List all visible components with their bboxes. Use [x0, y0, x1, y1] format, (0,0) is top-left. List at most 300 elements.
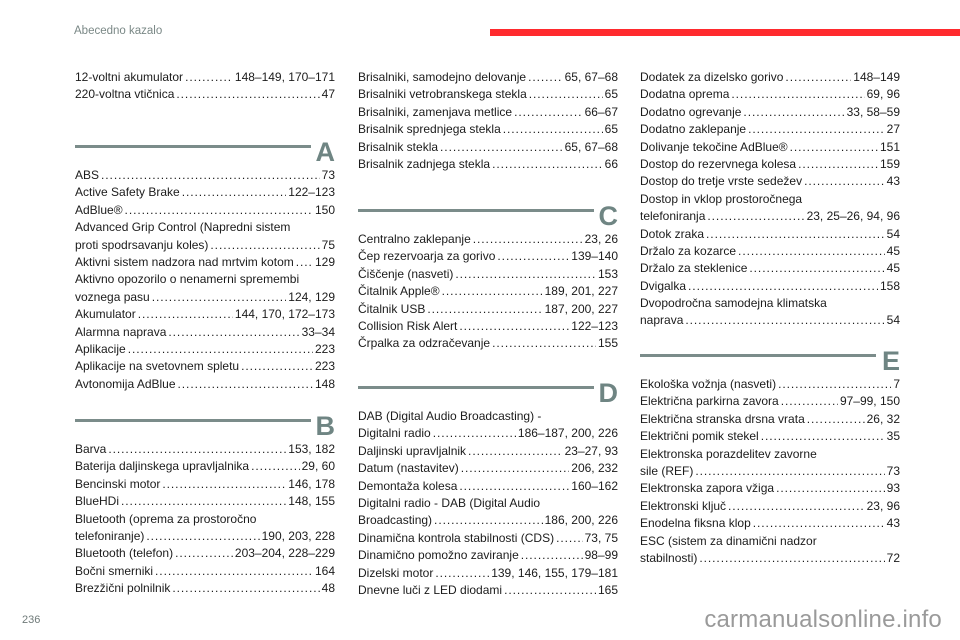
- entry-text: Dvigalka: [640, 278, 687, 293]
- entry-text: Dinamična kontrola stabilnosti (CDS): [358, 530, 555, 545]
- entry-text: ABS: [75, 168, 100, 182]
- index-entry: [358, 335, 618, 352]
- index-section: [640, 69, 900, 330]
- dot-leader: [185, 69, 233, 86]
- entry-text: Centralno zaklepanje: [358, 232, 471, 246]
- entry-pages[interactable]: 165: [597, 582, 618, 597]
- entry-text: Dostop in vklop prostoročnega: [640, 191, 803, 206]
- index-entry: [640, 550, 900, 567]
- index-entry: [358, 231, 618, 248]
- index-entry: [358, 104, 618, 121]
- entry-text: Brisalnik sprednjega stekla: [358, 122, 501, 137]
- index-entry: [75, 254, 335, 271]
- entry-text: telefoniranja: [640, 209, 706, 224]
- index-entry: [75, 511, 335, 528]
- index-entry: [358, 318, 618, 335]
- dot-leader: [108, 441, 286, 458]
- entry-pages[interactable]: 65: [604, 87, 618, 102]
- dot-leader: [699, 550, 884, 567]
- entry-text: Avtonomija AdBlue: [75, 376, 176, 391]
- index-entry: [640, 480, 900, 497]
- entry-pages[interactable]: 124, 129: [288, 289, 335, 304]
- dot-leader: [514, 104, 583, 121]
- index-section-b: [75, 411, 335, 598]
- index-entry: [75, 358, 335, 375]
- dot-leader: [178, 376, 313, 393]
- entry-pages[interactable]: 153: [597, 266, 618, 281]
- index-entry: [358, 283, 618, 300]
- entry-text: telefoniranje): [75, 528, 145, 543]
- index-entry: [358, 156, 618, 173]
- entry-pages[interactable]: 129: [314, 254, 335, 269]
- entry-pages[interactable]: 150: [314, 202, 335, 217]
- entry-pages[interactable]: 189, 201, 227: [544, 284, 618, 299]
- dot-leader: [528, 69, 563, 86]
- index-entry: [358, 582, 618, 599]
- entry-pages[interactable]: 223: [314, 359, 335, 374]
- dot-leader: [146, 528, 259, 545]
- dot-leader: [556, 530, 583, 547]
- dot-leader: [781, 393, 838, 410]
- index-entry: [640, 515, 900, 532]
- entry-pages[interactable]: 29, 60: [301, 459, 335, 474]
- dot-leader: [521, 547, 583, 564]
- entry-pages[interactable]: 223: [314, 341, 335, 356]
- index-entry: [358, 512, 618, 529]
- entry-pages[interactable]: 139, 146, 155, 179–181: [491, 565, 618, 580]
- index-entry: [75, 219, 335, 236]
- entry-pages[interactable]: 190, 203, 228: [261, 528, 335, 543]
- entry-text: sile (REF): [640, 463, 694, 478]
- dot-leader: [155, 563, 313, 580]
- dot-leader: [168, 324, 299, 341]
- entry-pages[interactable]: 48: [321, 581, 335, 596]
- index-entry: [640, 173, 900, 190]
- index-entry: [75, 69, 335, 86]
- dot-leader: [738, 243, 885, 260]
- entry-text: Električna parkirna zavora: [640, 394, 779, 409]
- index-entry: [640, 208, 900, 225]
- header-accent-bar: [490, 29, 960, 36]
- entry-pages[interactable]: 69, 96: [866, 87, 900, 102]
- index-entry: [358, 301, 618, 318]
- dot-leader: [749, 260, 884, 277]
- entry-pages[interactable]: 45: [886, 243, 900, 258]
- dot-leader: [172, 580, 319, 597]
- index-entry: [358, 408, 618, 425]
- index-entry: [75, 476, 335, 493]
- entry-pages[interactable]: 73: [886, 463, 900, 478]
- index-entry: [75, 376, 335, 393]
- index-entry: [75, 271, 335, 288]
- entry-text: Enodelna fiksna klop: [640, 516, 751, 531]
- page-number: 236: [22, 614, 41, 626]
- entry-pages[interactable]: 27: [886, 122, 900, 137]
- section-letter: D: [598, 378, 618, 408]
- index-entry: [75, 545, 335, 562]
- entry-text: Držalo za kozarce: [640, 243, 737, 258]
- index-entry: [358, 86, 618, 103]
- entry-pages[interactable]: 73: [321, 168, 335, 182]
- index-entry: [75, 341, 335, 358]
- entry-text: Dizelski motor: [358, 565, 434, 580]
- index-entry: [75, 441, 335, 458]
- entry-text: stabilnosti): [640, 550, 698, 565]
- dot-leader: [440, 139, 563, 156]
- dot-leader: [688, 278, 878, 295]
- dot-leader: [743, 104, 844, 121]
- entry-pages[interactable]: 148–149: [853, 70, 900, 84]
- entry-text: Bluetooth (telefon): [75, 546, 174, 561]
- entry-pages[interactable]: 23, 25–26, 94, 96: [806, 209, 900, 224]
- entry-text: Brisalnik zadnjega stekla: [358, 156, 491, 171]
- index-entry: [75, 324, 335, 341]
- index-entry: [640, 312, 900, 329]
- index-section-d: [358, 378, 618, 599]
- dot-leader: [251, 458, 300, 475]
- index-entry: [358, 565, 618, 582]
- entry-pages[interactable]: 23, 26: [584, 232, 618, 246]
- index-entry: [640, 428, 900, 445]
- entry-text: Baterija daljinskega upravljalnika: [75, 459, 250, 474]
- entry-pages[interactable]: 65, 67–68: [564, 70, 618, 84]
- entry-text: Active Safety Brake: [75, 185, 180, 200]
- entry-text: Elektronska zapora vžiga: [640, 481, 775, 496]
- dot-leader: [695, 463, 884, 480]
- index-entry: [640, 533, 900, 550]
- entry-pages[interactable]: 122–123: [571, 318, 618, 333]
- section-header: [358, 201, 618, 231]
- entry-text: Alarmna naprava: [75, 324, 167, 339]
- dot-leader: [459, 318, 569, 335]
- dot-leader: [785, 69, 851, 86]
- dot-leader: [504, 582, 596, 599]
- dot-leader: [433, 425, 516, 442]
- dot-leader: [685, 312, 884, 329]
- entry-text: AdBlue®: [75, 202, 123, 217]
- entry-text: Držalo za steklenice: [640, 261, 748, 276]
- index-entry: [75, 86, 335, 103]
- entry-pages[interactable]: 66: [604, 156, 618, 171]
- entry-text: Dostop do rezervnega kolesa: [640, 156, 797, 171]
- index-entry: [640, 463, 900, 480]
- dot-leader: [473, 231, 583, 248]
- dot-leader: [182, 184, 287, 201]
- entry-text: Bočni smerniki: [75, 563, 154, 578]
- dot-leader: [753, 515, 885, 532]
- index-entry: [640, 446, 900, 463]
- index-section-a: [75, 137, 335, 393]
- entry-pages[interactable]: 45: [886, 261, 900, 276]
- entry-text: DAB (Digital Audio Broadcasting) -: [358, 409, 542, 423]
- dot-leader: [807, 411, 865, 428]
- index-entry: [75, 289, 335, 306]
- index-entry: [358, 139, 618, 156]
- entry-pages[interactable]: 7: [893, 377, 900, 391]
- dot-leader: [210, 237, 319, 254]
- entry-pages[interactable]: 97–99, 150: [839, 394, 900, 409]
- entry-pages[interactable]: 43: [886, 174, 900, 189]
- section-header: [358, 378, 618, 408]
- entry-text: Barva: [75, 442, 107, 456]
- entry-text: proti spodrsavanju koles): [75, 237, 209, 252]
- entry-pages[interactable]: 65, 67–68: [564, 139, 618, 154]
- entry-text: Digitalni radio: [358, 426, 431, 441]
- entry-text: Brisalniki vetrobranskega stekla: [358, 87, 527, 102]
- section-divider: [640, 354, 876, 357]
- index-entry: [75, 184, 335, 201]
- entry-pages[interactable]: 155: [597, 336, 618, 351]
- entry-text: Brezžični polnilnik: [75, 581, 171, 596]
- entry-text: Aktivno opozorilo o nenamerni spremembi: [75, 272, 300, 287]
- dot-leader: [121, 493, 286, 510]
- dot-leader: [128, 341, 313, 358]
- entry-pages[interactable]: 139–140: [571, 249, 618, 264]
- entry-pages[interactable]: 65: [604, 122, 618, 137]
- index-entry: [640, 226, 900, 243]
- entry-pages[interactable]: 160–162: [571, 478, 618, 493]
- entry-pages[interactable]: 153, 182: [288, 442, 335, 456]
- entry-text: naprava: [640, 313, 684, 328]
- entry-pages[interactable]: 54: [886, 313, 900, 328]
- dot-leader: [435, 565, 489, 582]
- entry-text: Collision Risk Alert: [358, 318, 458, 333]
- entry-text: Dodatno zaklepanje: [640, 122, 747, 137]
- section-header: [640, 346, 900, 376]
- dot-leader: [492, 335, 596, 352]
- entry-text: Dostop do tretje vrste sedežev: [640, 174, 803, 189]
- section-letter: C: [598, 201, 618, 231]
- entry-pages[interactable]: 186, 200, 226: [544, 513, 618, 528]
- index-entry: [358, 425, 618, 442]
- entry-text: BlueHDi: [75, 494, 120, 509]
- entry-text: Aktivni sistem nadzora nad mrtvim kotom: [75, 254, 294, 269]
- index-entry: [640, 104, 900, 121]
- section-header: [75, 137, 335, 167]
- dot-leader: [455, 266, 596, 283]
- entry-text: Brisalnik stekla: [358, 139, 439, 154]
- entry-pages[interactable]: 144, 170, 172–173: [234, 307, 335, 322]
- entry-pages[interactable]: 54: [886, 226, 900, 241]
- dot-leader: [442, 283, 543, 300]
- entry-text: Dodatna oprema: [640, 87, 730, 102]
- index-entry: [75, 306, 335, 323]
- index-entry: [358, 530, 618, 547]
- entry-text: Advanced Grip Control (Napredni sistem: [75, 220, 291, 235]
- entry-pages[interactable]: 206, 232: [571, 461, 618, 476]
- index-entry: [640, 86, 900, 103]
- dot-leader: [748, 121, 885, 138]
- entry-text: Daljinski upravljalnik: [358, 443, 467, 458]
- index-entry: [75, 458, 335, 475]
- entry-pages[interactable]: 93: [886, 481, 900, 496]
- dot-leader: [707, 208, 804, 225]
- entry-pages[interactable]: 73, 75: [584, 530, 618, 545]
- entry-text: Električna stranska drsna vrata: [640, 411, 805, 426]
- index-section: [75, 69, 335, 104]
- dot-leader: [125, 202, 313, 219]
- section-divider: [75, 419, 311, 422]
- dot-leader: [162, 476, 286, 493]
- entry-pages[interactable]: 148–149, 170–171: [234, 70, 335, 84]
- dot-leader: [138, 306, 233, 323]
- dot-leader: [492, 156, 603, 173]
- dot-leader: [101, 167, 320, 184]
- entry-text: Aplikacije na svetovnem spletu: [75, 359, 240, 374]
- section-divider: [358, 209, 594, 212]
- index-entry: [640, 191, 900, 208]
- index-entry: [358, 478, 618, 495]
- section-letter: E: [881, 346, 900, 376]
- entry-pages[interactable]: 75: [321, 237, 335, 252]
- index-entry: [358, 495, 618, 512]
- section-letter: A: [315, 137, 335, 167]
- index-entry: [640, 376, 900, 393]
- entry-text: Bluetooth (oprema za prostoročno: [75, 511, 257, 526]
- entry-pages[interactable]: 148: [314, 376, 335, 391]
- index-entry: [358, 266, 618, 283]
- entry-pages[interactable]: 187, 200, 227: [544, 301, 618, 316]
- entry-pages[interactable]: 26, 32: [866, 411, 900, 426]
- section-letter: B: [315, 411, 335, 441]
- entry-pages[interactable]: 122–123: [288, 185, 335, 200]
- dot-leader: [427, 301, 542, 318]
- dot-leader: [529, 86, 603, 103]
- entry-text: Čitalnik Apple®: [358, 284, 440, 299]
- index-entry: [640, 69, 900, 86]
- section-header: [75, 411, 335, 441]
- section-title: Abecedno kazalo: [74, 25, 163, 37]
- entry-text: Električni pomik stekel: [640, 429, 759, 444]
- entry-text: Digitalni radio - DAB (Digital Audio: [358, 495, 541, 510]
- entry-pages[interactable]: 66–67: [584, 104, 618, 119]
- index-entry: [358, 69, 618, 86]
- entry-text: Čiščenje (nasveti): [358, 266, 454, 281]
- watermark: carmanualsonline.info: [704, 606, 942, 633]
- index-entry: [358, 121, 618, 138]
- entry-text: Demontaža kolesa: [358, 478, 458, 493]
- entry-text: voznega pasu: [75, 289, 150, 304]
- entry-pages[interactable]: 33, 58–59: [846, 104, 900, 119]
- index-entry: [640, 260, 900, 277]
- entry-text: Dolivanje tekočine AdBlue®: [640, 139, 788, 154]
- index-entry: [358, 547, 618, 564]
- index-entry: [640, 156, 900, 173]
- dot-leader: [468, 443, 563, 460]
- index-entry: [640, 139, 900, 156]
- dot-leader: [503, 121, 603, 138]
- index-entry: [75, 167, 335, 184]
- dot-leader: [152, 289, 287, 306]
- index-entry: [640, 411, 900, 428]
- dot-leader: [434, 512, 543, 529]
- index-entry: [75, 493, 335, 510]
- section-divider: [75, 145, 311, 148]
- dot-leader: [175, 545, 233, 562]
- index-entry: [358, 443, 618, 460]
- entry-text: Brisalniki, samodejno delovanje: [358, 70, 527, 84]
- index-entry: [640, 278, 900, 295]
- dot-leader: [790, 139, 878, 156]
- index-entry: [75, 580, 335, 597]
- index-entry: [640, 295, 900, 312]
- entry-text: Dotok zraka: [640, 226, 705, 241]
- index-entry: [640, 243, 900, 260]
- dot-leader: [778, 376, 891, 393]
- entry-pages[interactable]: 158: [879, 278, 900, 293]
- dot-leader: [176, 86, 319, 103]
- dot-leader: [706, 226, 885, 243]
- entry-text: 220-voltna vtičnica: [75, 87, 175, 102]
- entry-pages[interactable]: 203–204, 228–229: [234, 546, 335, 561]
- dot-leader: [731, 86, 864, 103]
- entry-text: Elektronski ključ: [640, 498, 727, 513]
- entry-pages[interactable]: 23, 96: [866, 498, 900, 513]
- section-divider: [358, 386, 594, 389]
- entry-text: Dvopodročna samodejna klimatska: [640, 296, 827, 311]
- entry-text: Dinamično pomožno zaviranje: [358, 548, 519, 563]
- entry-text: ESC (sistem za dinamični nadzor: [640, 533, 817, 548]
- dot-leader: [804, 173, 885, 190]
- index-entry: [640, 121, 900, 138]
- entry-pages[interactable]: 23–27, 93: [564, 443, 618, 458]
- index-entry: [75, 563, 335, 580]
- entry-text: Dodatek za dizelsko gorivo: [640, 70, 784, 84]
- entry-pages[interactable]: 35: [886, 429, 900, 444]
- index-entry: [75, 202, 335, 219]
- dot-leader: [761, 428, 885, 445]
- entry-text: Datum (nastavitev): [358, 461, 459, 476]
- entry-text: Dnevne luči z LED diodami: [358, 582, 503, 597]
- dot-leader: [776, 480, 885, 497]
- dot-leader: [296, 254, 313, 271]
- index-entry: [358, 460, 618, 477]
- entry-pages[interactable]: 33–34: [301, 324, 335, 339]
- dot-leader: [497, 248, 569, 265]
- entry-text: Brisalniki, zamenjava metlice: [358, 104, 513, 119]
- index-section-c: [358, 201, 618, 353]
- entry-text: Bencinski motor: [75, 476, 161, 491]
- index-entry: [75, 528, 335, 545]
- entry-pages[interactable]: 159: [879, 156, 900, 171]
- entry-text: Ekološka vožnja (nasveti): [640, 377, 777, 391]
- entry-pages[interactable]: 72: [886, 550, 900, 565]
- entry-text: Čitalnik USB: [358, 301, 426, 316]
- index-entry: [75, 237, 335, 254]
- index-section: [358, 69, 618, 173]
- entry-text: Črpalka za odzračevanje: [358, 336, 491, 351]
- entry-text: Dodatno ogrevanje: [640, 104, 742, 119]
- index-entry: [640, 393, 900, 410]
- entry-pages[interactable]: 148, 155: [288, 494, 335, 509]
- dot-leader: [798, 156, 878, 173]
- entry-text: Čep rezervoarja za gorivo: [358, 249, 496, 264]
- entry-pages[interactable]: 164: [314, 563, 335, 578]
- entry-pages[interactable]: 43: [886, 516, 900, 531]
- entry-pages[interactable]: 47: [321, 87, 335, 102]
- entry-text: Elektronska porazdelitev zavorne: [640, 446, 817, 461]
- entry-text: Akumulator: [75, 307, 136, 322]
- index-entry: [358, 248, 618, 265]
- entry-pages[interactable]: 186–187, 200, 226: [517, 426, 618, 441]
- entry-pages[interactable]: 151: [879, 139, 900, 154]
- entry-pages[interactable]: 146, 178: [288, 476, 335, 491]
- dot-leader: [459, 478, 569, 495]
- dot-leader: [728, 498, 865, 515]
- entry-text: Broadcasting): [358, 513, 433, 528]
- entry-pages[interactable]: 98–99: [584, 548, 618, 563]
- dot-leader: [241, 358, 313, 375]
